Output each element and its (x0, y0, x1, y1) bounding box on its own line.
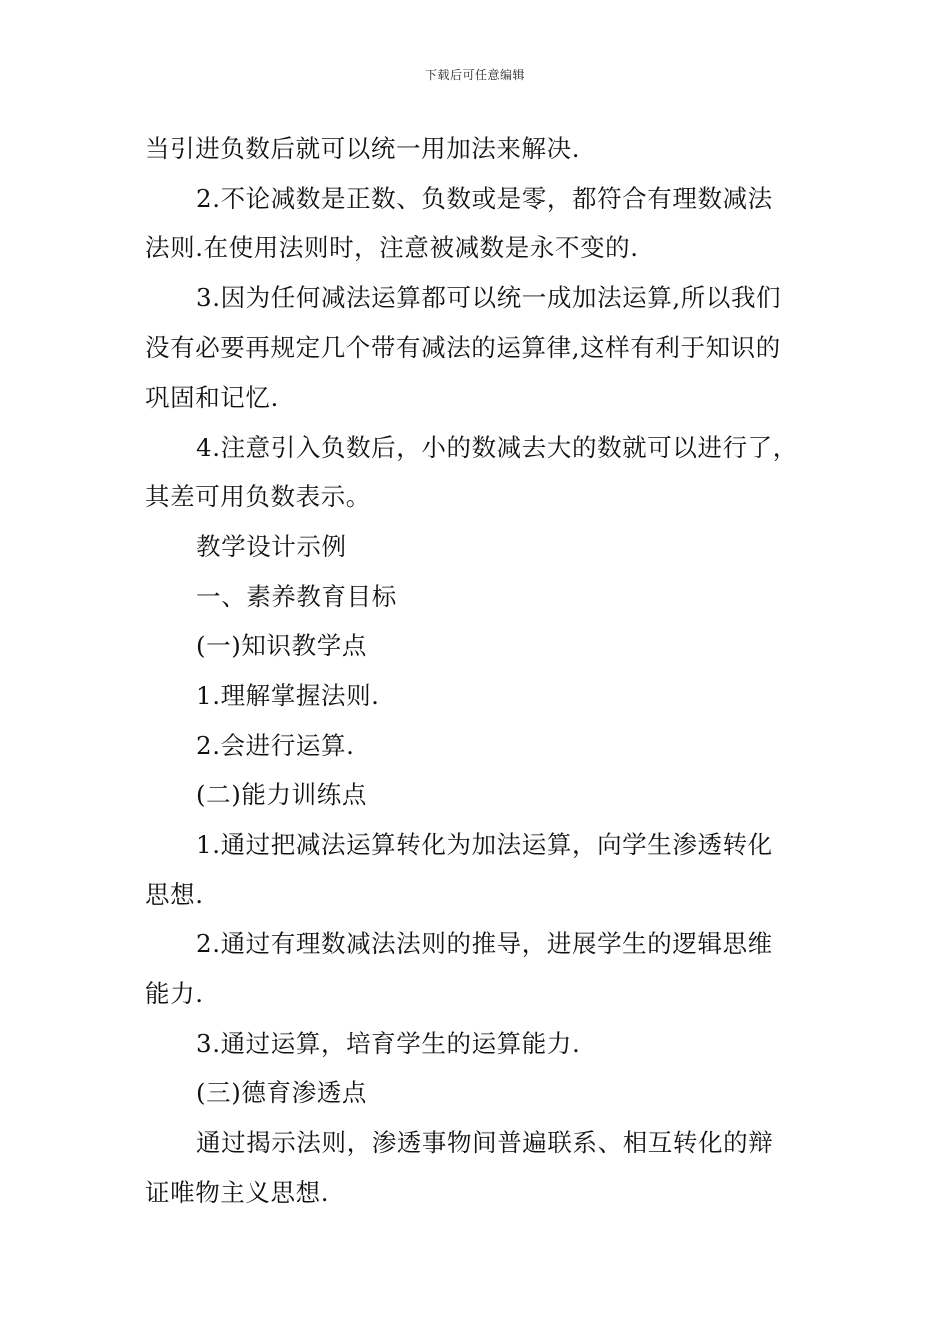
list-item: 3.通过运算，培育学生的运算能力. (196, 1029, 581, 1058)
list-item: 2.会进行运算. (196, 731, 355, 760)
section-heading: 教学设计示例 (196, 532, 347, 561)
section-heading: 一、素养教育目标 (196, 582, 397, 611)
subsection-heading: (一)知识教学点 (196, 631, 367, 660)
paragraph-line: 巩固和记忆. (145, 383, 279, 412)
subsection-heading: (三)德育渗透点 (196, 1078, 367, 1107)
paragraph-line: 能力. (145, 979, 204, 1008)
paragraph-line: 当引进负数后就可以统一用加法来解决. (145, 134, 581, 163)
paragraph-line: 没有必要再规定几个带有减法的运算律,这样有利于知识的 (145, 333, 781, 362)
paragraph-line: 证唯物主义思想. (145, 1178, 330, 1207)
paragraph-line: 3.因为任何减法运算都可以统一成加法运算,所以我们 (196, 283, 782, 312)
subsection-heading: (二)能力训练点 (196, 780, 367, 809)
paragraph-line: 其差可用负数表示。 (145, 482, 371, 511)
list-item: 2.通过有理数减法法则的推导，进展学生的逻辑思维 (196, 929, 773, 958)
list-item: 1.理解掌握法则. (196, 681, 380, 710)
paragraph-line: 通过揭示法则，渗透事物间普遍联系、相互转化的辩 (196, 1128, 774, 1157)
page-header: 下载后可任意编辑 (424, 68, 525, 82)
list-item: 1.通过把减法运算转化为加法运算，向学生渗透转化 (196, 830, 773, 859)
paragraph-line: 4.注意引入负数后，小的数减去大的数就可以进行了， (196, 433, 798, 462)
paragraph-line: 思想. (145, 880, 204, 909)
paragraph-line: 2.不论减数是正数、负数或是零，都符合有理数减法 (196, 184, 773, 213)
paragraph-line: 法则.在使用法则时，注意被减数是永不变的. (145, 233, 639, 262)
